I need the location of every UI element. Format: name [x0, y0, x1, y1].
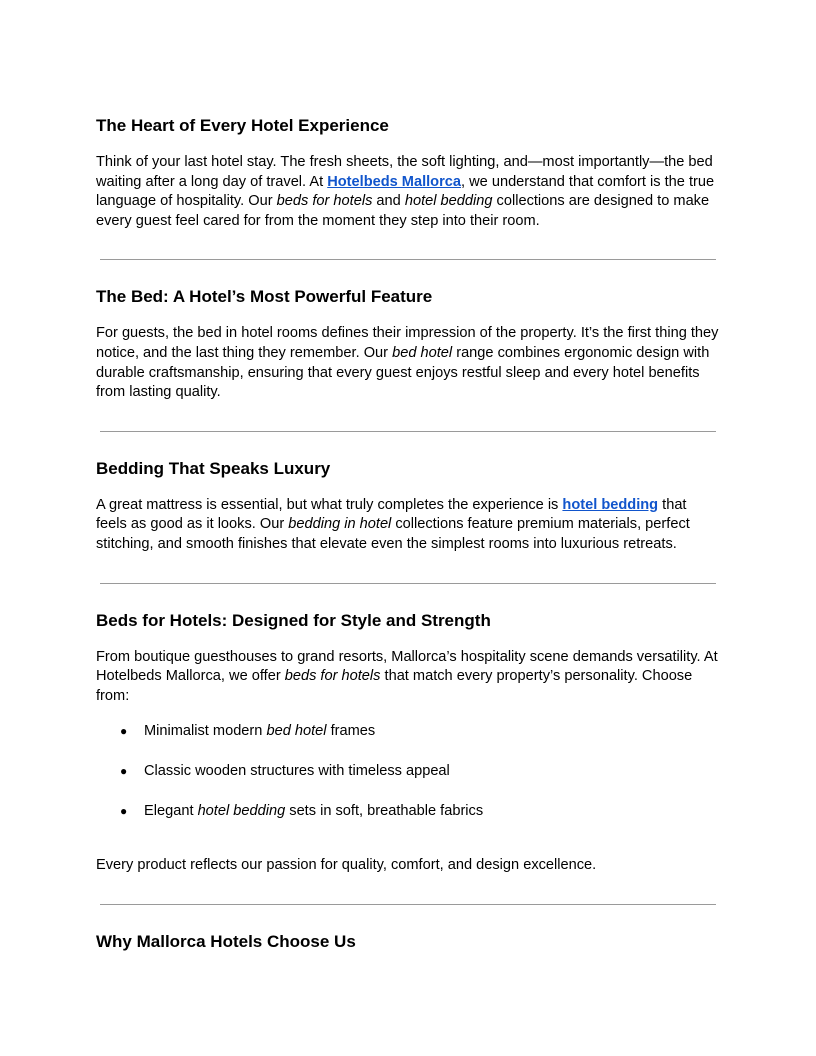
bullet-icon: ●	[120, 803, 128, 818]
section-heart	[96, 116, 720, 231]
section-bedding-luxury	[96, 459, 720, 555]
heading-beds-for-hotels: Beds for Hotels: Designed for Style and Strength	[96, 610, 491, 630]
section-bed-feature	[96, 287, 720, 402]
product-list	[96, 722, 720, 821]
heading-bedding-luxury: Bedding That Speaks Luxury	[96, 458, 331, 478]
list-item: ● Minimalist modern bed hotel frames	[96, 722, 720, 742]
heading-heart: The Heart of Every Hotel Experience	[96, 116, 389, 135]
hotel-bedding-link[interactable]: hotel bedding	[562, 496, 659, 513]
divider	[100, 259, 716, 260]
paragraph-bed-feature: For guests, the bed in hotel rooms defines their impression of the property. It’s the first thing they notice, and the last thing they remember. Our bed hotel range combines ergonomic design with durable craftsmanship, ensuring that every guest enjoys restful sleep and every hotel benefits from lasting quality.	[96, 325, 719, 401]
heading-why-mallorca: Why Mallorca Hotels Choose Us	[96, 931, 356, 951]
list-item: ● Elegant hotel bedding sets in soft, breathable fabrics	[96, 802, 720, 822]
hotelbeds-mallorca-link[interactable]: Hotelbeds Mallorca	[327, 173, 462, 190]
heading-bed-feature: The Bed: A Hotel’s Most Powerful Feature	[96, 287, 433, 307]
divider	[100, 431, 716, 432]
divider	[100, 904, 716, 905]
paragraph-heart: Think of your last hotel stay. The fresh sheets, the soft lighting, and—most importantly—the bed waiting after a long day of travel. At Hotelbeds Mallorca, we understand that comfort is the true language of hospitality. Our beds for hotels and hotel bedding collections are designed to make every guest feel cared for from the moment they step into their room.	[96, 154, 715, 229]
list-item: ● Classic wooden structures with timeless appeal	[96, 762, 720, 782]
paragraph-beds-for-hotels: From boutique guesthouses to grand resorts, Mallorca’s hospitality scene demands versatility. At Hotelbeds Mallorca, we offer beds for hotels that match every property’s personality. Choose from:	[96, 648, 718, 704]
paragraph-closing: Every product reflects our passion for quality, comfort, and design excellence.	[96, 857, 597, 874]
bullet-icon: ●	[120, 724, 128, 739]
section-why-mallorca	[96, 932, 720, 952]
section-beds-for-hotels	[96, 611, 720, 876]
divider	[100, 583, 716, 584]
paragraph-bedding-luxury: A great mattress is essential, but what truly completes the experience is hotel bedding that feels as good as it looks. Our bedding in hotel collections feature premium materials, perfect stitching, and smooth finishes that elevate even the simplest rooms into luxurious retreats.	[96, 496, 690, 552]
bullet-icon: ●	[120, 763, 128, 778]
document-page	[96, 0, 720, 952]
